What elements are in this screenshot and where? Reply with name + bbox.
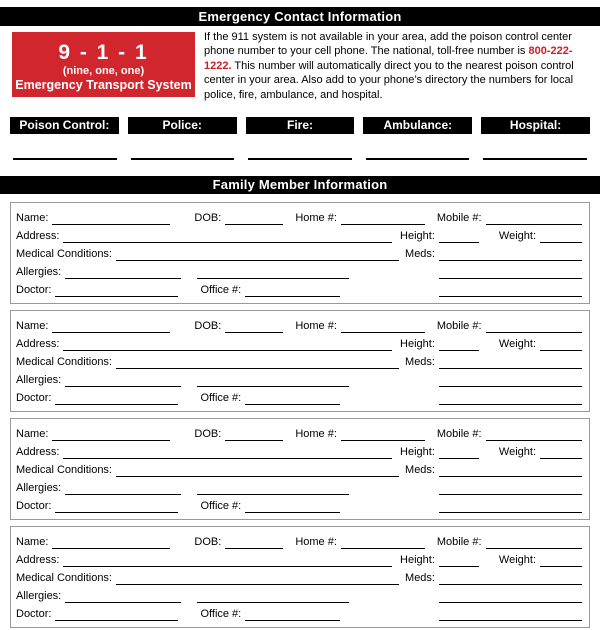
fire-blank-line (248, 158, 352, 160)
contact-label-ambulance: Ambulance: (363, 117, 472, 134)
family-section-title: Family Member Information (0, 176, 600, 194)
medical-conditions-blank-line (116, 249, 399, 261)
weight-blank-line (540, 231, 582, 243)
ambulance-blank-line (366, 158, 470, 160)
family-member-card (10, 418, 590, 520)
family-member-card (10, 310, 590, 412)
meds-blank-line (439, 357, 582, 369)
height-label: Height: (400, 229, 435, 242)
weight-blank-line (540, 339, 582, 351)
member-row-medical (16, 354, 582, 369)
intro-paragraph (195, 30, 590, 102)
home-phone-label: Home #: (295, 319, 337, 332)
doctor-label: Doctor: (16, 284, 52, 297)
member-row-name (16, 210, 582, 225)
meds-label: Meds: (405, 572, 435, 584)
member-row-doctor (16, 390, 582, 405)
member-row-doctor (16, 282, 582, 297)
family-members (10, 202, 590, 628)
allergies-label: Allergies: (16, 482, 62, 495)
mobile-phone-blank-line (486, 429, 582, 441)
member-row-medical (16, 570, 582, 585)
height-blank-line (439, 339, 479, 351)
name-label: Name: (16, 319, 49, 332)
emergency-number: 9 - 1 - 1 (58, 41, 149, 64)
member-row-name (16, 318, 582, 333)
dob-label: DOB: (194, 211, 222, 224)
member-row-allergies (16, 480, 582, 495)
address-label: Address: (16, 445, 60, 458)
allergies-continuation-blank-line (197, 591, 349, 603)
emergency-caption: Emergency Transport System (15, 78, 192, 92)
dob-blank-line (225, 321, 283, 333)
meds-continuation-blank-line-1 (439, 591, 582, 603)
meds-blank-line (439, 573, 582, 585)
doctor-blank-line (55, 285, 178, 297)
name-label: Name: (16, 211, 49, 224)
doctor-blank-line (55, 501, 178, 513)
mobile-phone-blank-line (486, 213, 582, 225)
meds-blank-line (439, 249, 582, 261)
medical-conditions-label: Medical Conditions: (16, 572, 112, 584)
office-phone-blank-line (245, 285, 340, 297)
police-blank-line (131, 158, 235, 160)
meds-continuation-blank-line-1 (439, 483, 582, 495)
family-member-card (10, 526, 590, 628)
weight-label: Weight: (498, 229, 536, 242)
medical-conditions-label: Medical Conditions: (16, 356, 112, 368)
intro-text-before: If the 911 system is not available in your area, add the poison control center phone number to your cell phone. The national, toll-free number is (204, 31, 572, 58)
medical-conditions-label: Medical Conditions: (16, 248, 112, 260)
office-phone-label: Office #: (200, 608, 242, 621)
hospital-blank-line (483, 158, 587, 160)
dob-label: DOB: (194, 535, 222, 548)
height-label: Height: (400, 553, 435, 566)
local-contacts-blank-lines (13, 158, 587, 160)
intro-text-after: This number will automatically direct you to the nearest poison control center in your area. Also add to your phone’s directory the numbers for local police, fire, ambulance, and hospital. (204, 59, 574, 101)
meds-continuation-blank-line-1 (439, 267, 582, 279)
mobile-phone-blank-line (486, 321, 582, 333)
name-label: Name: (16, 535, 49, 548)
office-phone-blank-line (245, 393, 340, 405)
office-phone-label: Office #: (200, 284, 242, 297)
member-row-medical (16, 246, 582, 261)
meds-continuation-blank-line-2 (439, 501, 582, 513)
home-phone-blank-line (341, 213, 425, 225)
office-phone-blank-line (245, 609, 340, 621)
poison-control-phone-number: 800-222-1222. (204, 45, 573, 72)
member-row-allergies (16, 264, 582, 279)
member-row-name (16, 426, 582, 441)
mobile-phone-label: Mobile #: (436, 427, 482, 440)
member-row-address (16, 336, 582, 351)
weight-label: Weight: (498, 553, 536, 566)
doctor-label: Doctor: (16, 500, 52, 513)
address-label: Address: (16, 229, 60, 242)
medical-conditions-label: Medical Conditions: (16, 464, 112, 476)
contact-label-fire: Fire: (246, 117, 355, 134)
home-phone-label: Home #: (295, 427, 337, 440)
emergency-911-box (12, 32, 195, 97)
member-row-name (16, 534, 582, 549)
allergies-label: Allergies: (16, 266, 62, 279)
home-phone-label: Home #: (295, 211, 337, 224)
address-blank-line (63, 231, 392, 243)
height-blank-line (439, 555, 479, 567)
doctor-blank-line (55, 393, 178, 405)
allergies-blank-line (65, 267, 181, 279)
allergies-blank-line (65, 591, 181, 603)
address-label: Address: (16, 337, 60, 350)
dob-blank-line (225, 213, 283, 225)
medical-conditions-blank-line (116, 465, 399, 477)
dob-label: DOB: (194, 427, 222, 440)
office-phone-label: Office #: (200, 500, 242, 513)
member-row-doctor (16, 498, 582, 513)
office-phone-label: Office #: (200, 392, 242, 405)
address-label: Address: (16, 553, 60, 566)
height-label: Height: (400, 337, 435, 350)
allergies-continuation-blank-line (197, 267, 349, 279)
family-member-card (10, 202, 590, 304)
height-label: Height: (400, 445, 435, 458)
meds-blank-line (439, 465, 582, 477)
allergies-continuation-blank-line (197, 375, 349, 387)
member-row-allergies (16, 588, 582, 603)
page-title: Emergency Contact Information (0, 7, 600, 26)
dob-label: DOB: (194, 319, 222, 332)
mobile-phone-label: Mobile #: (436, 211, 482, 224)
home-phone-blank-line (341, 429, 425, 441)
name-blank-line (52, 213, 170, 225)
name-label: Name: (16, 427, 49, 440)
dob-blank-line (225, 537, 283, 549)
member-row-allergies (16, 372, 582, 387)
height-blank-line (439, 447, 479, 459)
medical-conditions-blank-line (116, 357, 399, 369)
local-contacts-row (10, 117, 590, 134)
meds-continuation-blank-line-2 (439, 609, 582, 621)
home-phone-label: Home #: (295, 535, 337, 548)
meds-continuation-blank-line-1 (439, 375, 582, 387)
member-row-address (16, 552, 582, 567)
name-blank-line (52, 537, 170, 549)
address-blank-line (63, 447, 392, 459)
doctor-label: Doctor: (16, 392, 52, 405)
mobile-phone-label: Mobile #: (436, 319, 482, 332)
contact-label-hospital: Hospital: (481, 117, 590, 134)
address-blank-line (63, 555, 392, 567)
meds-continuation-blank-line-2 (439, 285, 582, 297)
mobile-phone-blank-line (486, 537, 582, 549)
member-row-address (16, 444, 582, 459)
weight-label: Weight: (498, 445, 536, 458)
address-blank-line (63, 339, 392, 351)
home-phone-blank-line (341, 537, 425, 549)
meds-label: Meds: (405, 248, 435, 260)
allergies-label: Allergies: (16, 374, 62, 387)
top-section (12, 32, 590, 102)
doctor-label: Doctor: (16, 608, 52, 621)
height-blank-line (439, 231, 479, 243)
name-blank-line (52, 429, 170, 441)
member-row-doctor (16, 606, 582, 621)
emergency-number-words: (nine, one, one) (62, 65, 145, 77)
name-blank-line (52, 321, 170, 333)
allergies-label: Allergies: (16, 590, 62, 603)
meds-label: Meds: (405, 356, 435, 368)
weight-blank-line (540, 447, 582, 459)
mobile-phone-label: Mobile #: (436, 535, 482, 548)
member-row-medical (16, 462, 582, 477)
medical-conditions-blank-line (116, 573, 399, 585)
contact-label-poison-control: Poison Control: (10, 117, 119, 134)
doctor-blank-line (55, 609, 178, 621)
weight-label: Weight: (498, 337, 536, 350)
allergies-blank-line (65, 483, 181, 495)
home-phone-blank-line (341, 321, 425, 333)
member-row-address (16, 228, 582, 243)
weight-blank-line (540, 555, 582, 567)
dob-blank-line (225, 429, 283, 441)
meds-continuation-blank-line-2 (439, 393, 582, 405)
meds-label: Meds: (405, 464, 435, 476)
office-phone-blank-line (245, 501, 340, 513)
poison-control-blank-line (13, 158, 117, 160)
contact-label-police: Police: (128, 117, 237, 134)
allergies-continuation-blank-line (197, 483, 349, 495)
allergies-blank-line (65, 375, 181, 387)
